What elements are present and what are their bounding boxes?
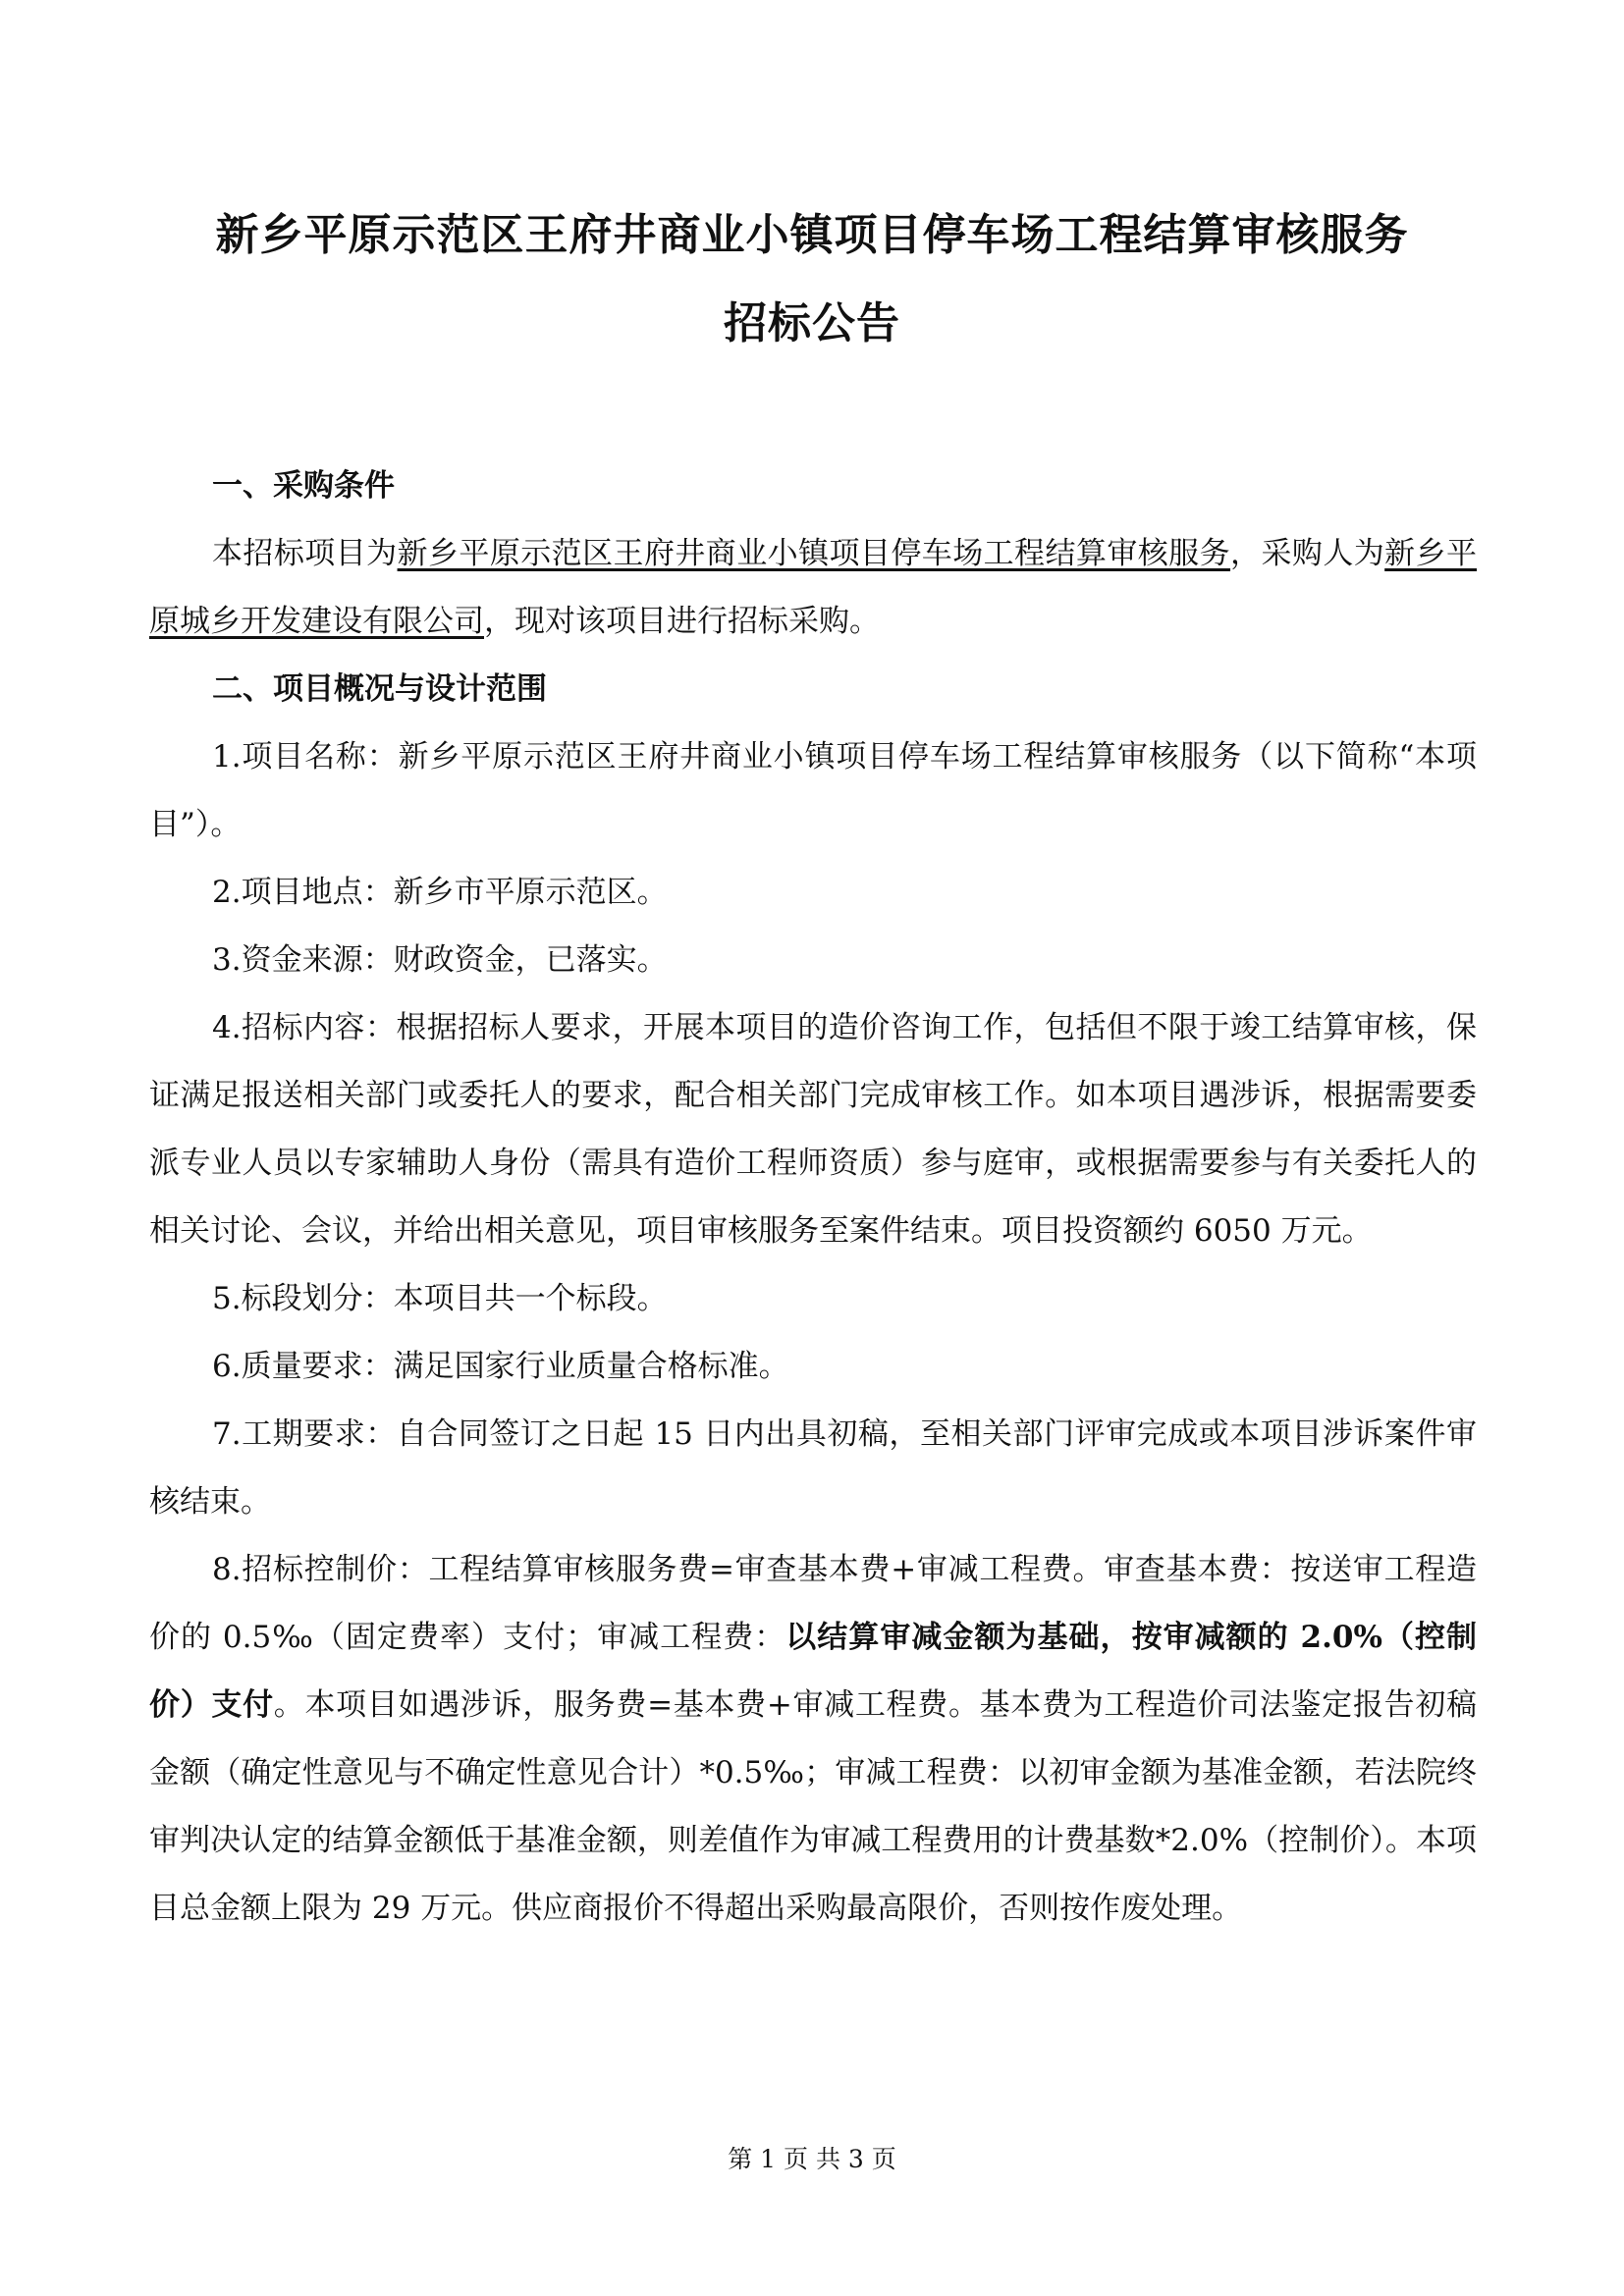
- paragraph-text: 8.招标控制价：工程结算审核服务费=审查基本费+审减工程费。审查基本费：按送审工程造价的 0.5‰（固定费率）支付；审减工程费：: [149, 1552, 1477, 1655]
- item-funding-source: 3.资金来源：财政资金，已落实。: [212, 942, 668, 978]
- document-title: 新乡平原示范区王府井商业小镇项目停车场工程结算审核服务: [215, 210, 1409, 260]
- paragraph-text: ，采购人为: [1230, 536, 1385, 571]
- paragraph-text: ，现对该项目进行招标采购。: [484, 604, 880, 639]
- item-tender-content: 4.招标内容：根据招标人要求，开展本项目的造价咨询工作，包括但不限于竣工结算审核，保证满足报送相关部门或委托人的要求，配合相关部门完成审核工作。如本项目遇涉诉，根据需要委派专业人员以专家辅助人身份（需具有造价工程师资质）参与庭审，或根据需要参与有关委托人的相关讨论、会议，并给出相关意见，项目审核服务至案件结束。项目投资额约 6050 万元。: [149, 1010, 1477, 1249]
- bold-text: 以结算审减金额为基础，按审减额的 2.0%（控制价）支付: [149, 1620, 1477, 1723]
- item-quality-requirements: 6.质量要求：满足国家行业质量合格标准。: [212, 1349, 789, 1384]
- paragraph-text: 。本项目如遇涉诉，服务费=基本费+审减工程费。基本费为工程造价司法鉴定报告初稿金额（确定性意见与不确定性意见合计）*0.5‰；审减工程费：以初审金额为基准金额，若法院终审判决认定的结算金额低于基准金额，则差值作为审减工程费用的计费基数*2.0%（控制价）。本项目总金额上限为 29 万元。供应商报价不得超出采购最高限价，否则按作废处理。: [149, 1687, 1478, 1926]
- item-project-location: 2.项目地点：新乡市平原示范区。: [212, 875, 668, 910]
- section-heading-project-overview: 二、项目概况与设计范围: [212, 671, 547, 707]
- item-tender-control-price: [149, 1536, 1477, 1943]
- buyer-name-underlined: 新乡平原城乡开发建设有限公司: [149, 536, 1478, 639]
- item-project-name: 1.项目名称：新乡平原示范区王府井商业小镇项目停车场工程结算审核服务（以下简称“本项目”）。: [149, 739, 1477, 842]
- paragraph-text: 本招标项目为: [212, 536, 398, 571]
- project-name-underlined: 新乡平原示范区王府井商业小镇项目停车场工程结算审核服务: [397, 536, 1231, 571]
- document-body: [149, 453, 1477, 1943]
- section-heading-procurement-conditions: 一、采购条件: [212, 468, 395, 504]
- procurement-conditions-paragraph: [149, 520, 1477, 656]
- item-schedule-requirements: 7.工期要求：自合同签订之日起 15 日内出具初稿，至相关部门评审完成或本项目涉诉案件审核结束。: [149, 1416, 1477, 1520]
- document-subtitle: 招标公告: [724, 298, 900, 348]
- page-footer: 第 1 页 共 3 页: [728, 2145, 896, 2173]
- item-lot-division: 5.标段划分：本项目共一个标段。: [212, 1281, 668, 1316]
